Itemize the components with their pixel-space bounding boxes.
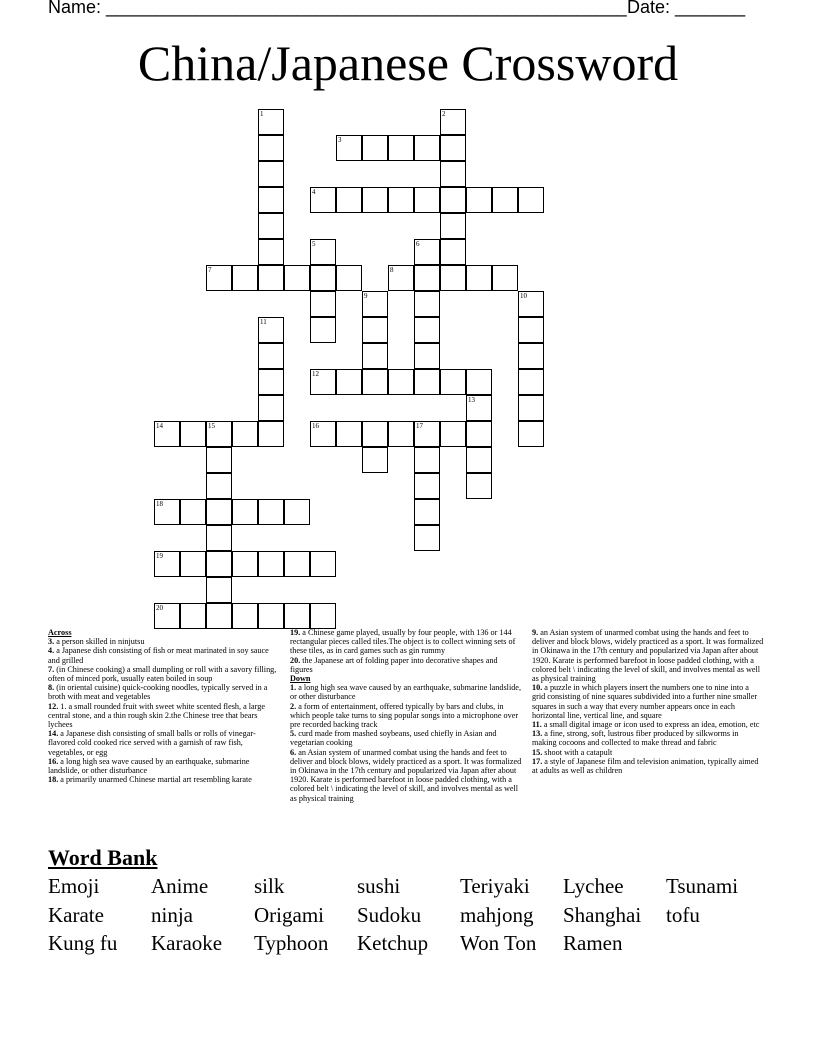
grid-cell[interactable] (206, 421, 232, 447)
clue-number: 2 (442, 110, 446, 118)
clue-down-17: 17. a style of Japanese film and television animation, typically aimed at adults as well as children (532, 756, 759, 776)
grid-cell[interactable] (518, 187, 544, 213)
grid-cell[interactable] (414, 369, 440, 395)
clue-number: 20 (156, 604, 163, 612)
grid-cell[interactable] (232, 603, 258, 629)
clue-down-6: 6. an Asian system of unarmed combat using the hands and feet to deliver and block blows, widely practiced as a sport. It was formalized in Okinawa in the 17th century and popularized via Japan after about 1920. Karate is performed barefoot in loose padded clothing, with a colored belt \ indicating the level of skill, and involves mental as well as physical training (290, 747, 522, 803)
grid-cell[interactable] (414, 421, 440, 447)
clue-down-15: 15. shoot with a catapult (532, 747, 613, 757)
grid-cell[interactable] (440, 213, 466, 239)
clue-down-11: 11. a small digital image or icon used to express an idea, emotion, etc (532, 720, 760, 730)
clue-number: 7 (208, 266, 212, 274)
clue-number: 6 (416, 240, 420, 248)
grid-cell[interactable] (466, 421, 492, 447)
grid-cell[interactable] (336, 421, 362, 447)
grid-cell[interactable] (362, 369, 388, 395)
grid-cell[interactable] (466, 265, 492, 291)
grid-cell[interactable] (258, 161, 284, 187)
word-bank-item: Sudoku (357, 903, 422, 927)
clue-number: 11 (260, 318, 267, 326)
word-bank-item: Kung fu (48, 931, 118, 955)
word-bank-item: Typhoon (254, 931, 329, 955)
clue-number: 13 (468, 396, 475, 404)
grid-cell[interactable] (466, 395, 492, 421)
word-bank-item: sushi (357, 874, 401, 898)
clue-number: 9 (364, 292, 368, 300)
grid-cell[interactable] (310, 317, 336, 343)
grid-cell[interactable] (388, 265, 414, 291)
clue-number: 18 (156, 500, 163, 508)
grid-cell[interactable] (284, 265, 310, 291)
grid-cell[interactable] (336, 187, 362, 213)
grid-cell[interactable] (466, 447, 492, 473)
grid-cell[interactable] (310, 265, 336, 291)
grid-cell[interactable] (518, 317, 544, 343)
grid-cell[interactable] (440, 265, 466, 291)
clue-down-10: 10. a puzzle in which players insert the numbers one to nine into a grid consisting of nine squares subdivided into a further nine smaller squares in such a way that every number appears once in each horizontal line, vertical line, and square (532, 683, 758, 720)
grid-cell[interactable] (310, 603, 336, 629)
word-bank-item: Emoji (48, 874, 100, 898)
grid-cell[interactable] (466, 187, 492, 213)
grid-cell[interactable] (414, 343, 440, 369)
grid-cell[interactable] (284, 551, 310, 577)
word-bank-item: tofu (666, 903, 700, 927)
grid-cell[interactable] (362, 447, 388, 473)
grid-cell[interactable] (154, 421, 180, 447)
word-bank-item: Karate (48, 903, 104, 927)
grid-cell[interactable] (336, 265, 362, 291)
clue-across-7: 7. (in Chinese cooking) a small dumpling or roll with a savory filling, often of minced pork, usually eaten boiled in soup (48, 664, 277, 684)
grid-cell[interactable] (180, 421, 206, 447)
grid-cell[interactable] (258, 317, 284, 343)
clue-number: 8 (390, 266, 394, 274)
grid-cell[interactable] (362, 343, 388, 369)
word-bank-title: Word Bank (48, 845, 158, 870)
grid-cell[interactable] (440, 187, 466, 213)
grid-cell[interactable] (518, 343, 544, 369)
name-label: Name: (48, 0, 102, 17)
clue-down-1: 1. a long high sea wave caused by an earthquake, submarine landslide, or other disturbance (290, 683, 521, 702)
grid-cell[interactable] (258, 421, 284, 447)
grid-cell[interactable] (258, 395, 284, 421)
clue-down-2: 2. a form of entertainment, offered typically by bars and clubs, in which people take turns to sing popular songs into a microphone over pre recorded backing track (290, 701, 519, 730)
word-bank-item: silk (254, 874, 285, 898)
grid-cell[interactable] (258, 343, 284, 369)
clues-column-1 (48, 628, 278, 784)
grid-cell[interactable] (440, 421, 466, 447)
grid-cell[interactable] (258, 239, 284, 265)
word-bank-item: Shanghai (563, 903, 642, 927)
grid-cell[interactable] (518, 291, 544, 317)
grid-cell[interactable] (154, 551, 180, 577)
grid-cell[interactable] (440, 239, 466, 265)
clue-number: 12 (312, 370, 319, 378)
clue-down-5: 5. curd made from mashed soybeans, used chiefly in Asian and vegetarian cooking (290, 729, 497, 748)
grid-cell[interactable] (414, 317, 440, 343)
grid-cell[interactable] (258, 187, 284, 213)
grid-cell[interactable] (258, 551, 284, 577)
grid-cell[interactable] (180, 499, 206, 525)
grid-cell[interactable] (284, 499, 310, 525)
word-bank-item: Ramen (563, 931, 623, 955)
word-bank-item: ninja (151, 903, 193, 927)
word-bank-item: Won Ton (460, 931, 537, 955)
grid-cell[interactable] (206, 447, 232, 473)
grid-cell[interactable] (206, 473, 232, 499)
grid-cell[interactable] (258, 499, 284, 525)
clue-number: 10 (520, 292, 527, 300)
grid-cell[interactable] (284, 603, 310, 629)
date-line: _______ (675, 0, 746, 17)
across-heading: Across (48, 628, 72, 637)
grid-cell[interactable] (492, 187, 518, 213)
clue-across-19: 19. a Chinese game played, usually by four people, with 136 or 144 rectangular pieces called tiles.The object is to collect winning sets of these tiles, as in card games such as gin rummy (290, 628, 516, 656)
grid-cell[interactable] (310, 239, 336, 265)
grid-cell[interactable] (180, 551, 206, 577)
grid-cell[interactable] (388, 369, 414, 395)
clue-number: 14 (156, 422, 163, 430)
grid-cell[interactable] (310, 551, 336, 577)
grid-cell[interactable] (388, 421, 414, 447)
grid-cell[interactable] (258, 603, 284, 629)
grid-cell[interactable] (154, 603, 180, 629)
grid-cell[interactable] (206, 499, 232, 525)
word-bank-item: Teriyaki (460, 874, 530, 898)
grid-cell[interactable] (518, 369, 544, 395)
grid-cell[interactable] (362, 135, 388, 161)
grid-cell[interactable] (336, 135, 362, 161)
grid-cell[interactable] (414, 473, 440, 499)
clue-number: 4 (312, 188, 316, 196)
grid-cell[interactable] (206, 577, 232, 603)
clue-across-3: 3. a person skilled in ninjutsu (48, 637, 145, 647)
grid-cell[interactable] (154, 499, 180, 525)
grid-cell[interactable] (414, 135, 440, 161)
grid-cell[interactable] (518, 395, 544, 421)
word-bank-item: Ketchup (357, 931, 429, 955)
clue-number: 1 (260, 110, 264, 118)
word-bank-item: Origami (254, 903, 324, 927)
grid-cell[interactable] (440, 161, 466, 187)
grid-cell[interactable] (414, 265, 440, 291)
grid-cell[interactable] (258, 213, 284, 239)
grid-cell[interactable] (492, 265, 518, 291)
grid-cell[interactable] (310, 187, 336, 213)
grid-cell[interactable] (414, 447, 440, 473)
grid-cell[interactable] (258, 369, 284, 395)
grid-cell[interactable] (258, 109, 284, 135)
grid-cell[interactable] (414, 239, 440, 265)
clue-across-12: 12. 1. a small rounded fruit with sweet white scented flesh, a large central stone, and a thin rough skin 2.the Chinese tree that bears lychees (48, 701, 265, 730)
clues-column-3 (532, 628, 764, 775)
grid-cell[interactable] (310, 421, 336, 447)
grid-cell[interactable] (310, 369, 336, 395)
clue-across-20: 20. the Japanese art of folding paper into decorative shapes and figures (290, 655, 498, 674)
grid-cell[interactable] (362, 317, 388, 343)
grid-cell[interactable] (466, 473, 492, 499)
word-bank-item: mahjong (460, 903, 534, 927)
clue-number: 5 (312, 240, 316, 248)
clue-down-13: 13. a fine, strong, soft, lustrous fiber produced by silkworms in making cocoons and collected to make thread and fabric (532, 729, 739, 748)
down-heading: Down (290, 674, 311, 684)
clue-number: 15 (208, 422, 215, 430)
grid-cell[interactable] (414, 525, 440, 551)
grid-cell[interactable] (440, 369, 466, 395)
grid-cell[interactable] (206, 603, 232, 629)
grid-cell[interactable] (206, 551, 232, 577)
grid-cell[interactable] (258, 135, 284, 161)
word-bank-item: Tsunami (666, 874, 739, 898)
grid-cell[interactable] (362, 421, 388, 447)
word-bank-item: Lychee (563, 874, 624, 898)
grid-cell[interactable] (440, 109, 466, 135)
clue-across-16: 16. a long high sea wave caused by an earthquake, submarine landslide, or other disturbance (48, 756, 250, 776)
grid-cell[interactable] (232, 551, 258, 577)
grid-cell[interactable] (466, 369, 492, 395)
grid-cell[interactable] (414, 291, 440, 317)
name-line: ____________________________________________________ (106, 0, 627, 17)
grid-cell[interactable] (232, 421, 258, 447)
grid-cell[interactable] (518, 421, 544, 447)
page-title: China/Japanese Crossword (137, 35, 679, 91)
grid-cell[interactable] (414, 187, 440, 213)
grid-cell[interactable] (206, 525, 232, 551)
clue-number: 16 (312, 422, 319, 430)
grid-cell[interactable] (310, 291, 336, 317)
clue-across-18: 18. a primarily unarmed Chinese martial art resembling karate (48, 775, 252, 785)
word-bank-item: Anime (151, 874, 209, 898)
grid-cell[interactable] (362, 187, 388, 213)
date-label: Date: (627, 0, 671, 17)
word-bank-item: Karaoke (151, 931, 223, 955)
clue-number: 3 (338, 136, 342, 144)
grid-cell[interactable] (258, 265, 284, 291)
grid-cell[interactable] (414, 499, 440, 525)
clue-number: 19 (156, 552, 163, 560)
grid-cell[interactable] (206, 265, 232, 291)
grid-cell[interactable] (232, 499, 258, 525)
clues-column-2 (290, 628, 522, 803)
clue-down-9: 9. an Asian system of unarmed combat using the hands and feet to deliver and block blows, widely practiced as a sport. It was formalized in Okinawa in the 17th century and popularized via Japan after about 1920. Karate is performed barefoot in loose padded clothing, with a colored belt \ indicating the level of skill, and involves mental as well as physical training (532, 628, 764, 684)
grid-cell[interactable] (336, 369, 362, 395)
clue-number: 17 (416, 422, 423, 430)
grid-cell[interactable] (362, 291, 388, 317)
grid-cell[interactable] (232, 265, 258, 291)
grid-cell[interactable] (388, 135, 414, 161)
clue-across-14: 14. a Japanese dish consisting of small balls or rolls of vinegar-flavored cold cooked rice served with a garnish of raw fish, vegetables, or egg (48, 729, 256, 757)
grid-cell[interactable] (440, 135, 466, 161)
clue-across-4: 4. a Japanese dish consisting of fish or meat marinated in soy sauce and grilled (48, 646, 269, 665)
clue-across-8: 8. (in oriental cuisine) quick-cooking noodles, typically served in a broth with meat and vegetables (48, 683, 268, 702)
grid-cell[interactable] (388, 187, 414, 213)
grid-cell[interactable] (180, 603, 206, 629)
